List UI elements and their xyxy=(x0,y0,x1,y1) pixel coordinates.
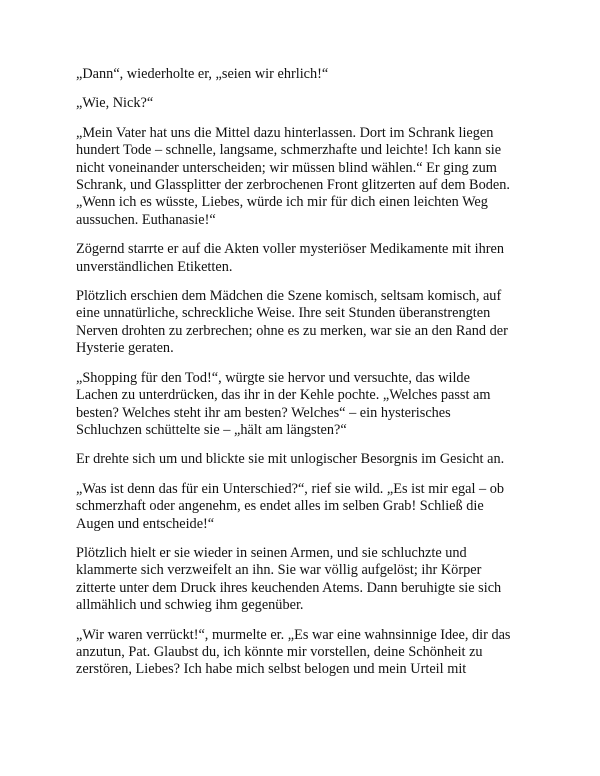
text-line: aussuchen. Euthanasie!“ xyxy=(76,211,216,228)
paragraph-7 xyxy=(76,451,536,468)
text-line: Plötzlich hielt er sie wieder in seinen Armen, und sie schluchzte und xyxy=(76,544,467,561)
text-line: Nerven drohten zu zerbrechen; ohne es zu merken, war sie an den Rand der xyxy=(76,322,508,339)
text-line: Lachen zu unterdrücken, das ihr in der Kehle pochte. „Welches passt am xyxy=(76,387,491,404)
text-line: „Dann“, wiederholte er, „seien wir ehrlich!“ xyxy=(76,66,329,82)
text-line: „Mein Vater hat uns die Mittel dazu hinterlassen. Dort im Schrank liegen xyxy=(76,124,494,141)
paragraph-1 xyxy=(76,66,536,83)
paragraph-9 xyxy=(76,545,536,615)
text-line: „Shopping für den Tod!“, würgte sie hervor und versuchte, das wilde xyxy=(76,369,470,386)
text-line: nicht voneinander unterscheiden; wir müssen blind wählen.“ Er ging zum xyxy=(76,159,497,176)
text-line: zitterte unter dem Druck ihres keuchenden Atems. Dann beruhigte sie sich xyxy=(76,579,502,596)
paragraph-8 xyxy=(76,481,536,533)
text-line: Er drehte sich um und blickte sie mit unlogischer Besorgnis im Gesicht an. xyxy=(76,451,505,468)
document-page xyxy=(76,66,536,691)
text-line: Zögernd starrte er auf die Akten voller mysteriöser Medikamente mit ihren xyxy=(76,241,504,258)
paragraph-4 xyxy=(76,241,536,276)
text-line: zerstören, Liebes? Ich habe mich selbst belogen und mein Urteil mit xyxy=(76,661,467,678)
paragraph-3 xyxy=(76,125,536,229)
text-line: klammerte sich verzweifelt an ihn. Sie war völlig aufgelöst; ihr Körper xyxy=(76,562,482,579)
paragraph-2 xyxy=(76,95,536,112)
text-line: Schluchzen schüttelte sie – „hält am längsten?“ xyxy=(76,421,347,438)
text-line: eine unnatürliche, schreckliche Weise. Ihre seit Stunden überanstrengten xyxy=(76,305,491,322)
text-line: Plötzlich erschien dem Mädchen die Szene komisch, seltsam komisch, auf xyxy=(76,288,502,305)
text-line: Hysterie geraten. xyxy=(76,340,174,357)
text-line: Schrank, und Glassplitter der zerbrochenen Front glitzerten auf dem Boden. xyxy=(76,177,510,194)
text-line: anzutun, Pat. Glaubst du, ich könnte mir vorstellen, deine Schönheit zu xyxy=(76,643,483,660)
paragraph-5 xyxy=(76,288,536,358)
text-line: „Wie, Nick?“ xyxy=(76,95,154,112)
text-line: unverständlichen Etiketten. xyxy=(76,258,233,275)
text-line: „Wir waren verrückt!“, murmelte er. „Es war eine wahnsinnige Idee, dir das xyxy=(76,626,511,643)
text-line: allmählich und schwieg ihm gegenüber. xyxy=(76,597,304,614)
text-line: schmerzhaft oder angenehm, es endet alles im selben Grab! Schließ die xyxy=(76,498,484,515)
paragraph-10 xyxy=(76,627,536,679)
text-line: besten? Welches steht ihr am besten? Welches“ – ein hysterisches xyxy=(76,404,451,421)
text-line: hundert Tode – schnelle, langsame, schmerzhafte und leichte! Ich kann sie xyxy=(76,142,502,159)
text-line: „Wenn ich es wüsste, Liebes, würde ich mir für dich einen leichten Weg xyxy=(76,194,488,211)
text-line: „Was ist denn das für ein Unterschied?“, rief sie wild. „Es ist mir egal – ob xyxy=(76,480,505,497)
paragraph-6 xyxy=(76,370,536,440)
text-line: Augen und entscheide!“ xyxy=(76,515,215,532)
